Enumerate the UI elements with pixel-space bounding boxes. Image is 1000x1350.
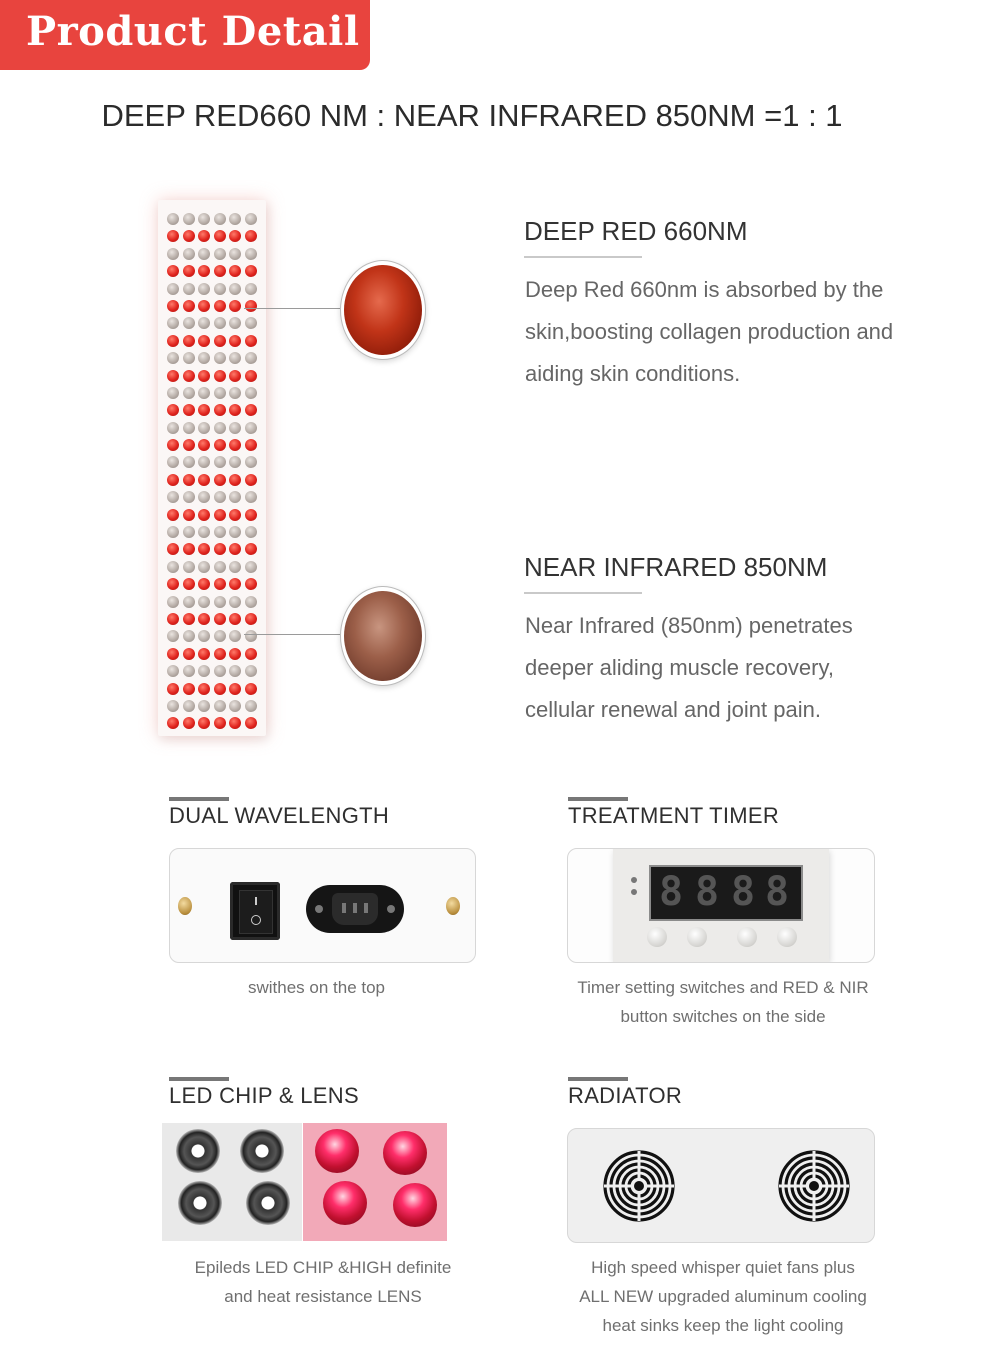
led-dot (198, 683, 210, 695)
led-dot (167, 422, 179, 434)
led-dot (198, 613, 210, 625)
led-dot (245, 248, 257, 260)
led-dot (183, 491, 195, 503)
screw-left (178, 897, 192, 915)
led-dot (229, 578, 241, 590)
led-dot (183, 317, 195, 329)
caption-line: Epileds LED CHIP &HIGH definite (194, 1258, 452, 1277)
led-dot (198, 717, 210, 729)
led-dot (183, 648, 195, 660)
led-chip-rule (169, 1077, 229, 1081)
led-dot (183, 543, 195, 555)
led-dot (229, 665, 241, 677)
led-dot (229, 543, 241, 555)
led-dot (167, 543, 179, 555)
led-dot (229, 613, 241, 625)
led-dot (198, 370, 210, 382)
caption-line: and heat resistance LENS (224, 1287, 422, 1306)
treatment-timer-caption (560, 973, 886, 1031)
led-dot (167, 370, 179, 382)
led-dot (229, 265, 241, 277)
led-dot (245, 230, 257, 242)
led-dot (167, 265, 179, 277)
led-dot (245, 683, 257, 695)
led-dot (167, 683, 179, 695)
treatment-timer-title: TREATMENT TIMER (568, 803, 780, 828)
led-dot (214, 665, 226, 677)
led-dot (245, 370, 257, 382)
caption-line: ALL NEW upgraded aluminum cooling (579, 1287, 867, 1306)
led-dot (167, 352, 179, 364)
led-dot (167, 630, 179, 642)
led-dot (214, 213, 226, 225)
led-dot (183, 404, 195, 416)
led-dot (229, 230, 241, 242)
timer-button (687, 927, 707, 947)
led-dot (198, 596, 210, 608)
radiator-rule (568, 1077, 628, 1081)
led-dot (167, 526, 179, 538)
led-panel-image (158, 200, 266, 736)
led-dot (183, 596, 195, 608)
led-dot (198, 213, 210, 225)
led-dot (198, 317, 210, 329)
led-dot (198, 265, 210, 277)
led-dot (229, 474, 241, 486)
led-dot (198, 526, 210, 538)
timer-digit: 8 (659, 869, 684, 915)
led-dot (183, 300, 195, 312)
caption-line: Timer setting switches and RED & NIR (577, 978, 869, 997)
led-dot (198, 352, 210, 364)
led-dot (229, 561, 241, 573)
led-dot (183, 526, 195, 538)
radiator-title: RADIATOR (568, 1083, 683, 1108)
led-dot (198, 248, 210, 260)
led-dot (245, 561, 257, 573)
led-dot (167, 439, 179, 451)
led-dot (167, 700, 179, 712)
led-dot (245, 300, 257, 312)
led-dot (198, 630, 210, 642)
led-dot (214, 509, 226, 521)
led-dot (183, 335, 195, 347)
led-dot (245, 578, 257, 590)
timer-button (777, 927, 797, 947)
led-dot (245, 317, 257, 329)
led-dot (167, 561, 179, 573)
dual-wavelength-image (169, 848, 476, 963)
led-dot (183, 439, 195, 451)
led-dot (198, 665, 210, 677)
radiator-image (567, 1128, 875, 1243)
led-dot (167, 717, 179, 729)
led-dot (214, 404, 226, 416)
led-dot (167, 300, 179, 312)
led-dot (229, 387, 241, 399)
led-dot (214, 248, 226, 260)
led-dot (245, 700, 257, 712)
led-dot (183, 456, 195, 468)
red-lens-chips-image (303, 1123, 447, 1241)
led-dot (198, 230, 210, 242)
led-dot (183, 387, 195, 399)
caption-line: High speed whisper quiet fans plus (591, 1258, 855, 1277)
led-dot (167, 404, 179, 416)
led-dot (167, 613, 179, 625)
led-dot (229, 700, 241, 712)
connector-line-red (244, 308, 340, 309)
led-dot (183, 370, 195, 382)
power-socket-icon (306, 885, 404, 933)
led-dot (214, 543, 226, 555)
led-dot (183, 630, 195, 642)
led-dot (167, 665, 179, 677)
led-dot (183, 717, 195, 729)
caption-line: button switches on the side (620, 1007, 826, 1026)
led-dot (214, 335, 226, 347)
led-dot (167, 230, 179, 242)
led-dot (214, 474, 226, 486)
led-dot (229, 283, 241, 295)
led-dot (214, 526, 226, 538)
led-dot (245, 491, 257, 503)
led-dot (245, 265, 257, 277)
led-dot (198, 422, 210, 434)
connector-line-nir (244, 634, 340, 635)
led-dot (167, 474, 179, 486)
led-dot (245, 387, 257, 399)
led-dot (183, 665, 195, 677)
led-dot (198, 561, 210, 573)
led-dot (214, 370, 226, 382)
led-dot (198, 578, 210, 590)
led-dot (183, 422, 195, 434)
screw-right (446, 897, 460, 915)
timer-digit: 8 (695, 869, 720, 915)
led-dot (214, 300, 226, 312)
product-detail-label: Product Detail (26, 8, 360, 55)
nir-title: NEAR INFRARED 850NM (524, 552, 828, 582)
led-dot (245, 456, 257, 468)
led-dot (198, 491, 210, 503)
led-dot (167, 283, 179, 295)
led-dot (229, 370, 241, 382)
led-dot (214, 717, 226, 729)
led-dot (214, 439, 226, 451)
led-dot (245, 665, 257, 677)
led-dot (198, 543, 210, 555)
led-dot (198, 439, 210, 451)
led-dot (214, 630, 226, 642)
red-lens-closeup (340, 260, 426, 360)
led-dot (198, 700, 210, 712)
led-dot (183, 561, 195, 573)
led-dot (214, 561, 226, 573)
led-dot (167, 456, 179, 468)
led-dot (167, 578, 179, 590)
led-dot (245, 596, 257, 608)
led-dot (229, 596, 241, 608)
led-dot (167, 335, 179, 347)
wavelength-ratio-heading: DEEP RED660 NM : NEAR INFRARED 850NM =1 : 1 (101, 98, 843, 133)
led-dot (229, 335, 241, 347)
led-dot (229, 352, 241, 364)
led-dot (198, 335, 210, 347)
led-dot (214, 230, 226, 242)
led-dot (198, 404, 210, 416)
led-dot (245, 352, 257, 364)
led-dot (229, 439, 241, 451)
led-dot (198, 456, 210, 468)
led-dot (214, 683, 226, 695)
led-dot (183, 578, 195, 590)
led-dot (167, 491, 179, 503)
dual-wavelength-rule (169, 797, 229, 801)
white-led-chips-image (162, 1123, 302, 1241)
nir-rule (524, 592, 642, 594)
led-dot (198, 387, 210, 399)
nir-description: Near Infrared (850nm) penetrates deeper aliding muscle recovery, cellular renewal and joint pain. (525, 613, 853, 722)
timer-button (647, 927, 667, 947)
led-dot (214, 491, 226, 503)
led-dot (167, 648, 179, 660)
led-dot (183, 265, 195, 277)
led-dot (198, 648, 210, 660)
led-dot (245, 630, 257, 642)
led-dot (229, 213, 241, 225)
led-dot (245, 404, 257, 416)
led-dot (183, 509, 195, 521)
led-dot (229, 404, 241, 416)
led-dot (229, 422, 241, 434)
led-dot (214, 596, 226, 608)
led-dot (214, 422, 226, 434)
led-dot (245, 283, 257, 295)
led-dot (198, 509, 210, 521)
rocker-switch-icon (230, 882, 280, 940)
led-dot (229, 491, 241, 503)
led-dot (198, 283, 210, 295)
led-dot (214, 265, 226, 277)
led-chip-title: LED CHIP & LENS (169, 1083, 359, 1108)
nir-lens-closeup (340, 586, 426, 686)
led-dot (245, 474, 257, 486)
dual-wavelength-title: DUAL WAVELENGTH (169, 803, 390, 828)
led-dot (183, 283, 195, 295)
dual-wavelength-caption: swithes on the top (247, 978, 386, 997)
led-dot (229, 317, 241, 329)
treatment-timer-rule (568, 797, 628, 801)
led-dot (214, 613, 226, 625)
fan-icon (602, 1149, 676, 1223)
led-dot (229, 630, 241, 642)
led-dot (229, 300, 241, 312)
led-dot (198, 300, 210, 312)
led-dot (183, 700, 195, 712)
timer-button (737, 927, 757, 947)
led-dot (245, 335, 257, 347)
led-dot (245, 648, 257, 660)
fan-icon (777, 1149, 851, 1223)
led-dot (245, 422, 257, 434)
led-dot (167, 509, 179, 521)
led-dot (229, 248, 241, 260)
led-dot (167, 596, 179, 608)
timer-digit: 8 (731, 869, 756, 915)
led-dot (245, 543, 257, 555)
led-dot (183, 248, 195, 260)
led-dot (183, 474, 195, 486)
caption-line: heat sinks keep the light cooling (602, 1316, 844, 1335)
led-dot (167, 248, 179, 260)
timer-display (649, 865, 803, 921)
deep-red-description: Deep Red 660nm is absorbed by the skin,boosting collagen production and aiding skin conditions. (525, 277, 894, 386)
led-dot (245, 526, 257, 538)
led-dot (183, 352, 195, 364)
led-dot (167, 317, 179, 329)
led-dot (167, 387, 179, 399)
led-dot (214, 456, 226, 468)
led-dot (229, 509, 241, 521)
led-dot (183, 230, 195, 242)
led-dot (214, 283, 226, 295)
led-dot (198, 474, 210, 486)
led-dot (214, 578, 226, 590)
led-dot (229, 683, 241, 695)
deep-red-title: DEEP RED 660NM (524, 216, 748, 246)
led-chip-caption (160, 1253, 486, 1311)
deep-red-rule (524, 256, 642, 258)
led-dot (167, 213, 179, 225)
led-dot (245, 613, 257, 625)
timer-digit: 8 (765, 869, 790, 915)
treatment-timer-image (567, 848, 875, 963)
led-dot (183, 683, 195, 695)
led-dot (214, 387, 226, 399)
led-dot (229, 526, 241, 538)
led-grid (167, 213, 257, 729)
led-dot (229, 648, 241, 660)
led-dot (245, 439, 257, 451)
led-dot (214, 352, 226, 364)
led-dot (245, 213, 257, 225)
radiator-caption (560, 1253, 886, 1340)
led-dot (214, 648, 226, 660)
timer-display-icon (613, 849, 829, 962)
led-dot (183, 213, 195, 225)
led-dot (245, 717, 257, 729)
led-dot (183, 613, 195, 625)
led-dot (229, 717, 241, 729)
led-dot (229, 456, 241, 468)
led-dot (214, 317, 226, 329)
led-dot (245, 509, 257, 521)
led-dot (214, 700, 226, 712)
